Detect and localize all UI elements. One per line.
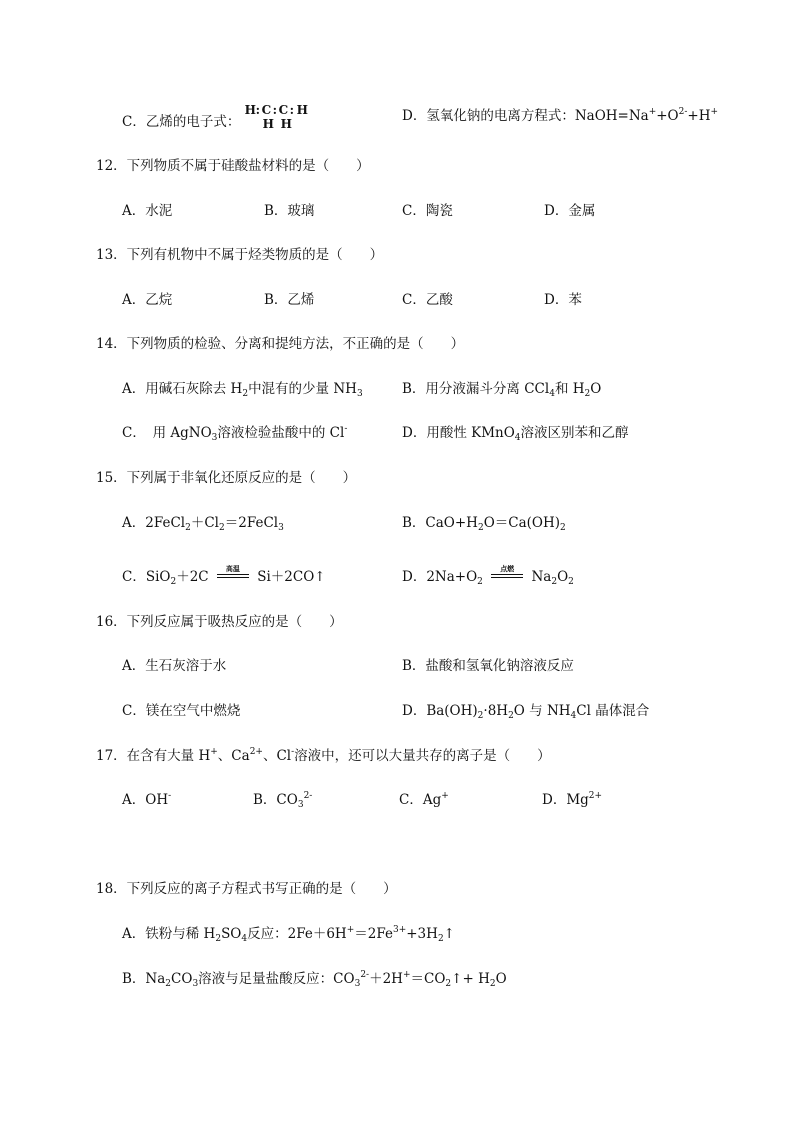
q11-option-c: C．乙烯的电子式： H : C : C : H H H: [122, 107, 317, 135]
q14-stem: 14．下列物质的检验、分离和提纯方法，不正确的是（ ）: [96, 336, 465, 352]
q12-option-d: D．金属: [544, 203, 596, 219]
q14-option-a: A．用碱石灰除去 $H_2$中混有的少量 $NH_3$: [122, 381, 363, 399]
q15-option-c: C．SiO$_2$＋2C 高温 Si＋2CO↑: [122, 564, 326, 587]
q12-option-c: C．陶瓷: [402, 203, 453, 219]
q16-option-b: B．盐酸和氢氧化钠溶液反应: [402, 658, 574, 674]
q14-option-d: D．用酸性 KMnO$_4$溶液区别苯和乙醇: [402, 425, 629, 443]
q17-option-a: A．OH-: [122, 791, 172, 808]
q18-stem: 18．下列反应的离子方程式书写正确的是（ ）: [96, 881, 397, 897]
reaction-condition-arrow: 高温: [217, 564, 249, 584]
q11-option-d: D．氢氧化钠的电离方程式：$NaOH=Na^++O^{2-}+H^+$: [402, 107, 719, 124]
q12-stem: 12．下列物质不属于硅酸盐材料的是（ ）: [96, 158, 370, 174]
q17-option-b: B．$CO_3^{2-}$: [253, 791, 313, 810]
q13-option-a: A．乙烷: [122, 292, 173, 308]
q17-stem: 17．在含有大量 H+、$Ca^{2+}$、Cl-溶液中，还可以大量共存的离子是（ ）: [96, 747, 551, 764]
q15-stem: 15．下列属于非氧化还原反应的是（ ）: [96, 470, 357, 486]
q18-option-a: A．铁粉与稀 $H_2SO_4$反应：$2Fe+6H^+=2Fe^{3+}+3H_2↑$: [122, 925, 455, 944]
q16-option-d: D．$Ba(OH)_2\cdot 8H_2O$ 与 $NH_4Cl$ 晶体混合: [402, 703, 650, 721]
q13-option-c: C．乙酸: [402, 292, 453, 308]
q17-option-c: C．Ag+: [399, 791, 449, 808]
q12-option-a: A．水泥: [122, 203, 173, 219]
q14-option-b: B．用分液漏斗分离 CCl$_4$和 $H_2O$: [402, 381, 602, 399]
q15-option-b: B．$CaO+H_2O=Ca(OH)_2$: [402, 515, 566, 533]
q13-option-d: D．苯: [544, 292, 582, 308]
ethylene-lewis-structure: H : C : C : H H H: [244, 103, 308, 131]
reaction-condition-arrow: 点燃: [491, 564, 523, 584]
q15-option-d: D．$2Na+O_2$ 点燃 $Na_2O_2$: [402, 564, 574, 587]
q16-stem: 16．下列反应属于吸热反应的是（ ）: [96, 614, 343, 630]
q15-option-a: A．$2FeCl_2+Cl_2=2FeCl_3$: [122, 515, 284, 533]
q17-option-d: D．$Mg^{2+}$: [542, 791, 603, 808]
q12-option-b: B．玻璃: [264, 203, 315, 219]
q16-option-a: A．生石灰溶于水: [122, 658, 227, 674]
q14-option-c: C． 用 AgNO$_3$溶液检验盐酸中的 Cl-: [122, 424, 348, 443]
q16-option-c: C．镁在空气中燃烧: [122, 703, 241, 719]
q13-stem: 13．下列有机物中不属于烃类物质的是（ ）: [96, 247, 384, 263]
q18-option-b: B．$Na_2CO_3$溶液与足量盐酸反应：$CO_3^{2-}+2H^+=CO_2↑+ H_2O$: [122, 970, 507, 989]
q13-option-b: B．乙烯: [264, 292, 315, 308]
